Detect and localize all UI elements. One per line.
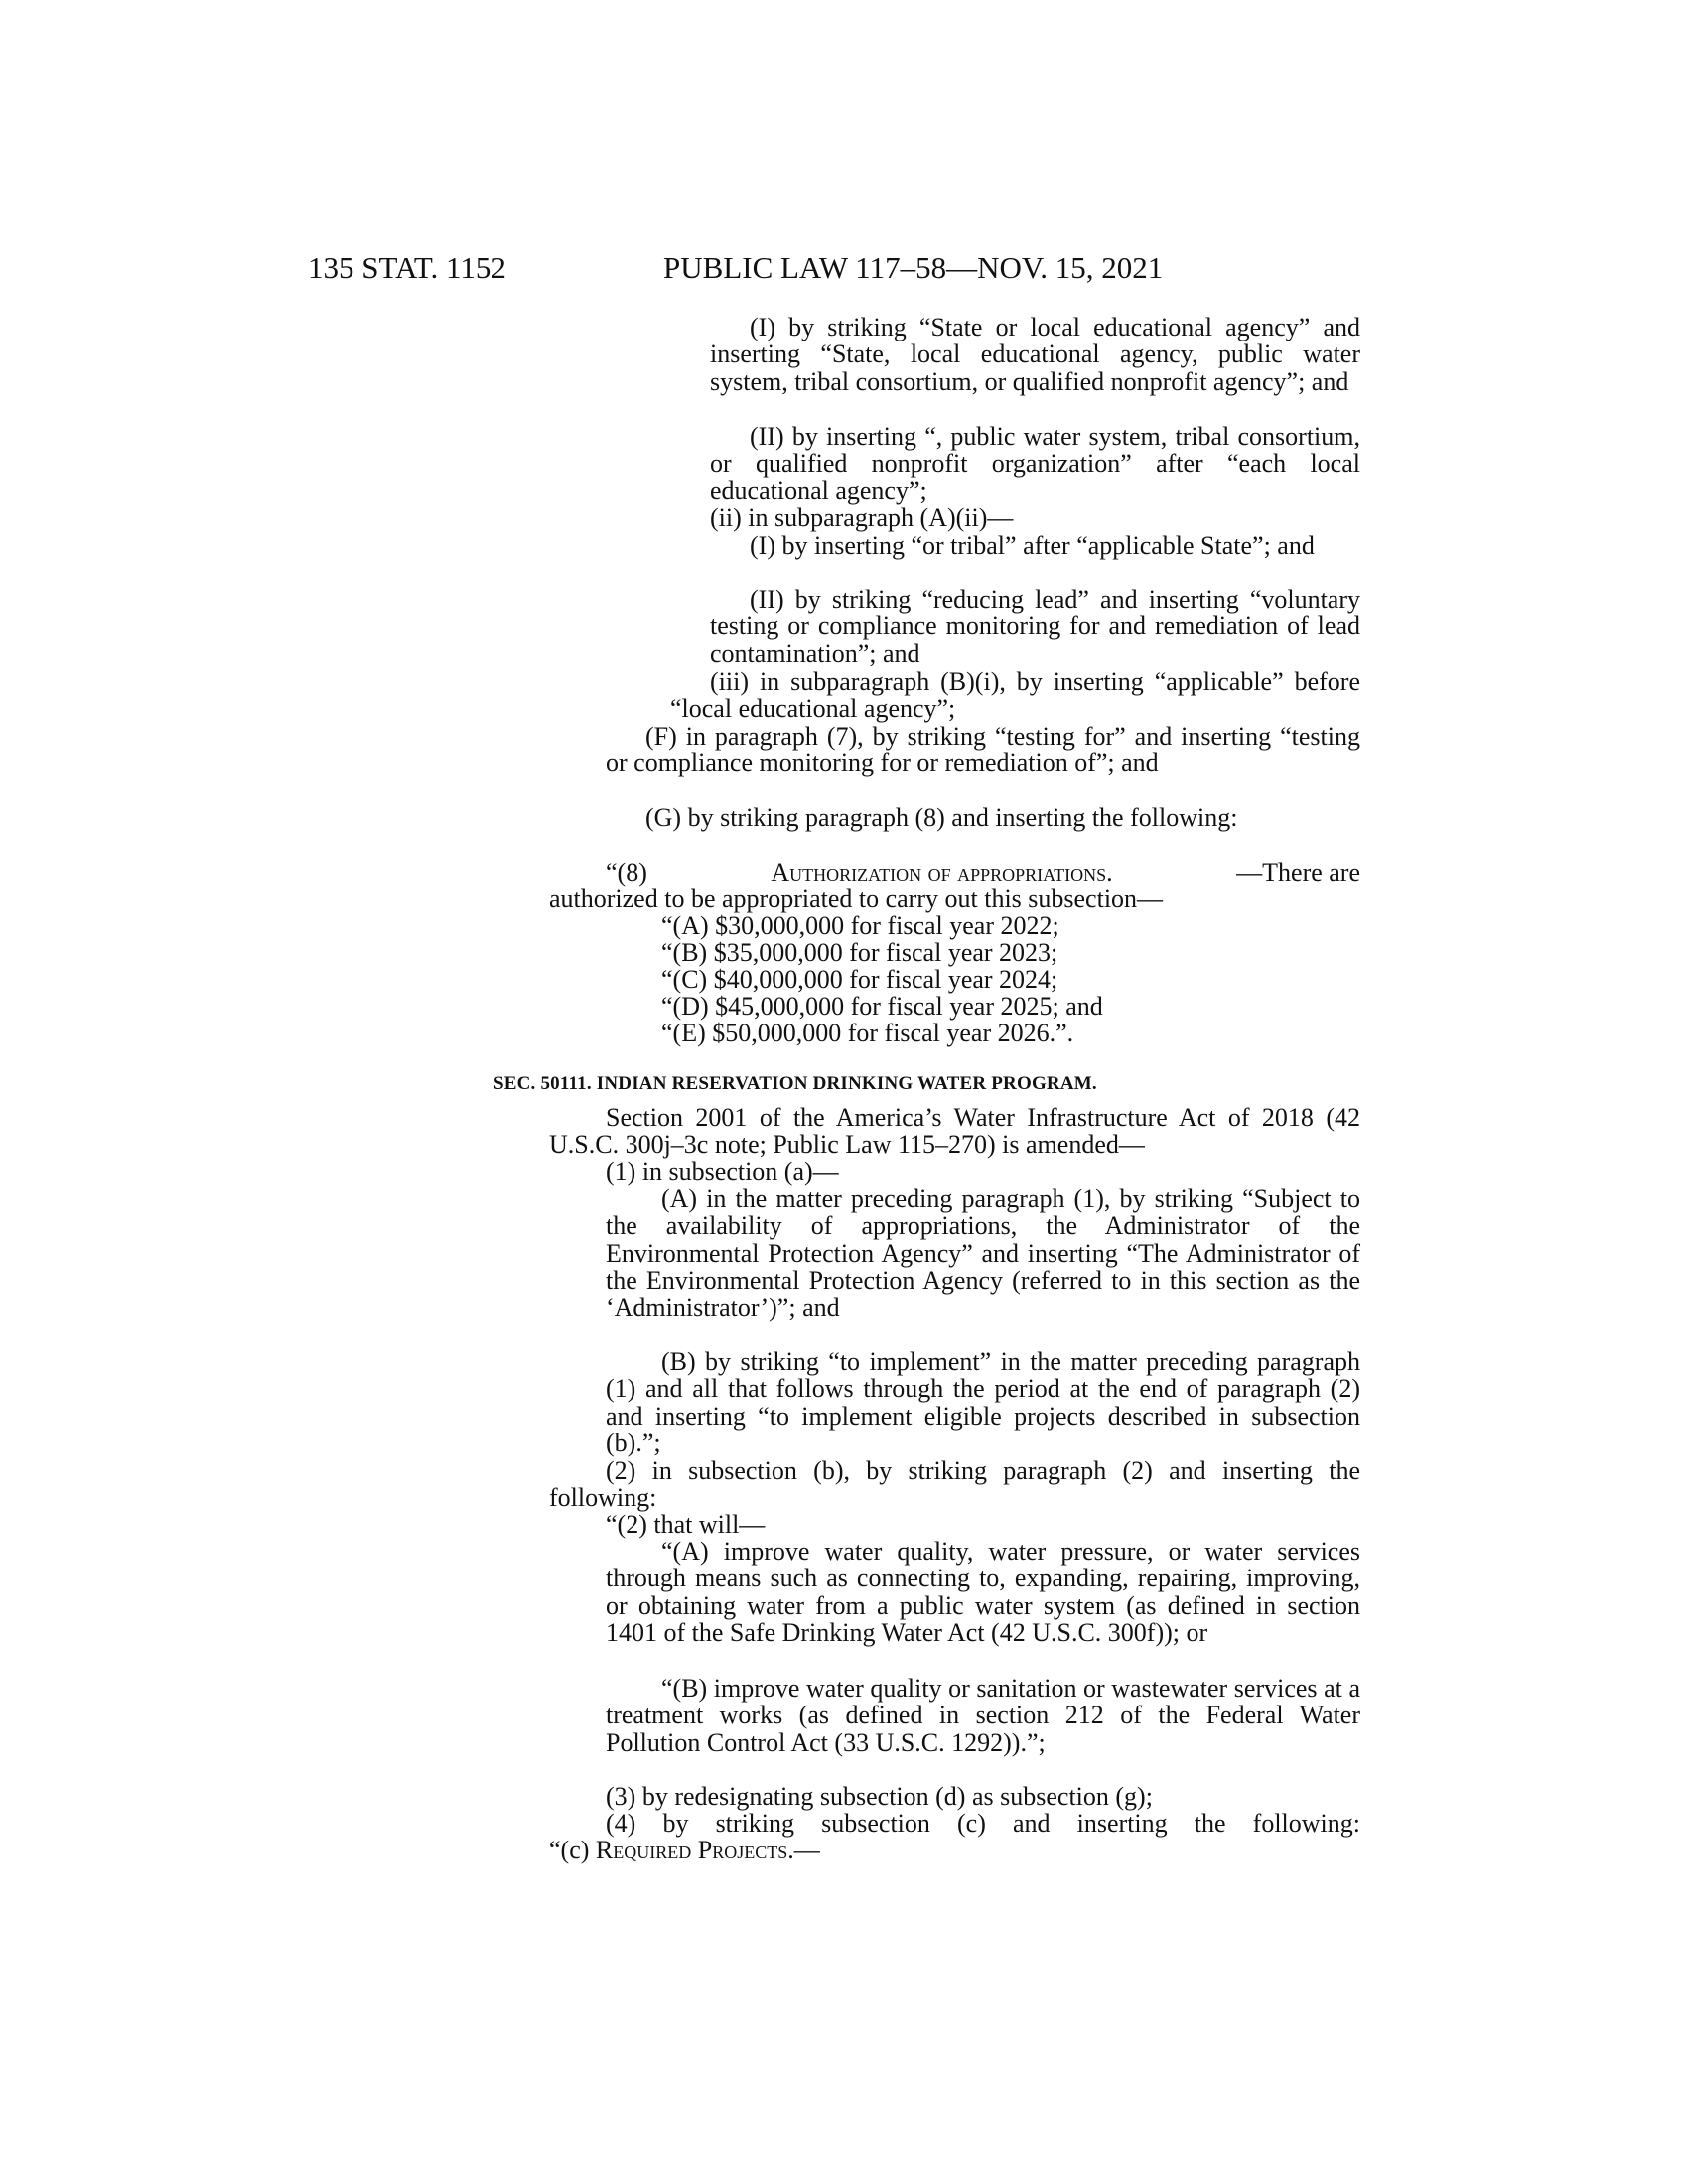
appropriation-2023: “(B) $35,000,000 for fiscal year 2023; xyxy=(661,938,1058,967)
required-projects-title: Required Projects. xyxy=(595,1836,794,1864)
clause-I-striking: (I) by striking “State or local educational agency” and inserting “State, local educational agency, public water system, tribal consortium, or qualified nonprofit agency”; and xyxy=(710,313,1360,396)
quoted-A-water-quality: “(A) improve water quality, water pressure, or water services through means such as connecting to, expanding, repairing, improving, or obtaining water from a public water system (as defined in section 1401 of the Safe Drinking Water Act (42 U.S.C. 300f)); or xyxy=(606,1537,1360,1648)
authorization-continued: authorized to be appropriated to carry out this subsection— xyxy=(549,885,1164,913)
item-B-to-implement: (B) by striking “to implement” in the matter preceding paragraph (1) and all that follows through the period at the end of paragraph (2) and inserting “to implement eligible projects described in subsection (b).”; xyxy=(606,1347,1360,1458)
clause-II-inserting: (II) by inserting “, public water system, tribal consortium, or qualified nonprofit organization” after “each local educational agency”; xyxy=(710,422,1360,505)
authorization-prefix: “(8) xyxy=(606,858,647,887)
item-4-striking-subsection-c: (4) by striking subsection (c) and inserting the following: xyxy=(606,1809,1360,1838)
authorization-suffix: —There are xyxy=(1236,858,1360,887)
stat-page-number: 135 STAT. 1152 xyxy=(308,250,506,285)
clause-II-reducing-lead: (II) by striking “reducing lead” and inserting “voluntary testing or compliance monitoring for and remediation of lead contamination”; and xyxy=(710,585,1360,668)
appropriation-2024: “(C) $40,000,000 for fiscal year 2024; xyxy=(661,965,1058,994)
item-3-redesignating: (3) by redesignating subsection (d) as subsection (g); xyxy=(606,1782,1153,1811)
clause-G-paragraph-8: (G) by striking paragraph (8) and inserting the following: xyxy=(645,803,1238,832)
section-2001-intro: Section 2001 of the America’s Water Infrastructure Act of 2018 (42 U.S.C. 300j–3c note; Public Law 115–270) is amended— xyxy=(549,1103,1360,1160)
clause-ii-subparagraph: (ii) in subparagraph (A)(ii)— xyxy=(710,503,1014,532)
required-projects-prefix: “(c) xyxy=(549,1836,590,1864)
item-A-matter-preceding: (A) in the matter preceding paragraph (1), by striking “Subject to the availability of appropriations, the Administrator of the Environmental Protection Agency” and inserting “The Administrator of the Environmental Protection Agency (referred to in this section as the ‘Administrator’)”; and xyxy=(606,1184,1360,1322)
page-header xyxy=(0,250,1688,290)
item-2-subsection-b: (2) in subsection (b), by striking paragraph (2) and inserting the following: xyxy=(549,1456,1360,1513)
section-heading: SEC. 50111. INDIAN RESERVATION DRINKING WATER PROGRAM. xyxy=(493,1073,1097,1094)
quoted-2-that-will: “(2) that will— xyxy=(606,1510,766,1539)
required-projects-heading xyxy=(549,1837,820,1863)
clause-F-paragraph-7: (F) in paragraph (7), by striking “testing for” and inserting “testing or compliance monitoring for or remediation of”; and xyxy=(606,722,1360,778)
clause-I-or-tribal: (I) by inserting “or tribal” after “applicable State”; and xyxy=(750,531,1315,560)
appropriation-2022: “(A) $30,000,000 for fiscal year 2022; xyxy=(661,911,1059,940)
quoted-B-sanitation: “(B) improve water quality or sanitation or wastewater services at a treatment works (as defined in section 212 of the Federal Water Pollution Control Act (33 U.S.C. 1292)).”; xyxy=(606,1674,1360,1757)
clause-iii-applicable: (iii) in subparagraph (B)(i), by inserting “applicable” before “local educational agency”; xyxy=(670,667,1360,724)
authorization-heading xyxy=(606,859,1360,886)
required-projects-suffix: — xyxy=(793,1836,820,1864)
public-law-citation: PUBLIC LAW 117–58—NOV. 15, 2021 xyxy=(663,250,1164,285)
authorization-title: Authorization of appropriations. xyxy=(771,858,1113,887)
appropriation-2025: “(D) $45,000,000 for fiscal year 2025; and xyxy=(661,992,1103,1021)
appropriation-2026: “(E) $50,000,000 for fiscal year 2026.”. xyxy=(661,1019,1074,1047)
item-1-subsection-a: (1) in subsection (a)— xyxy=(606,1158,839,1186)
